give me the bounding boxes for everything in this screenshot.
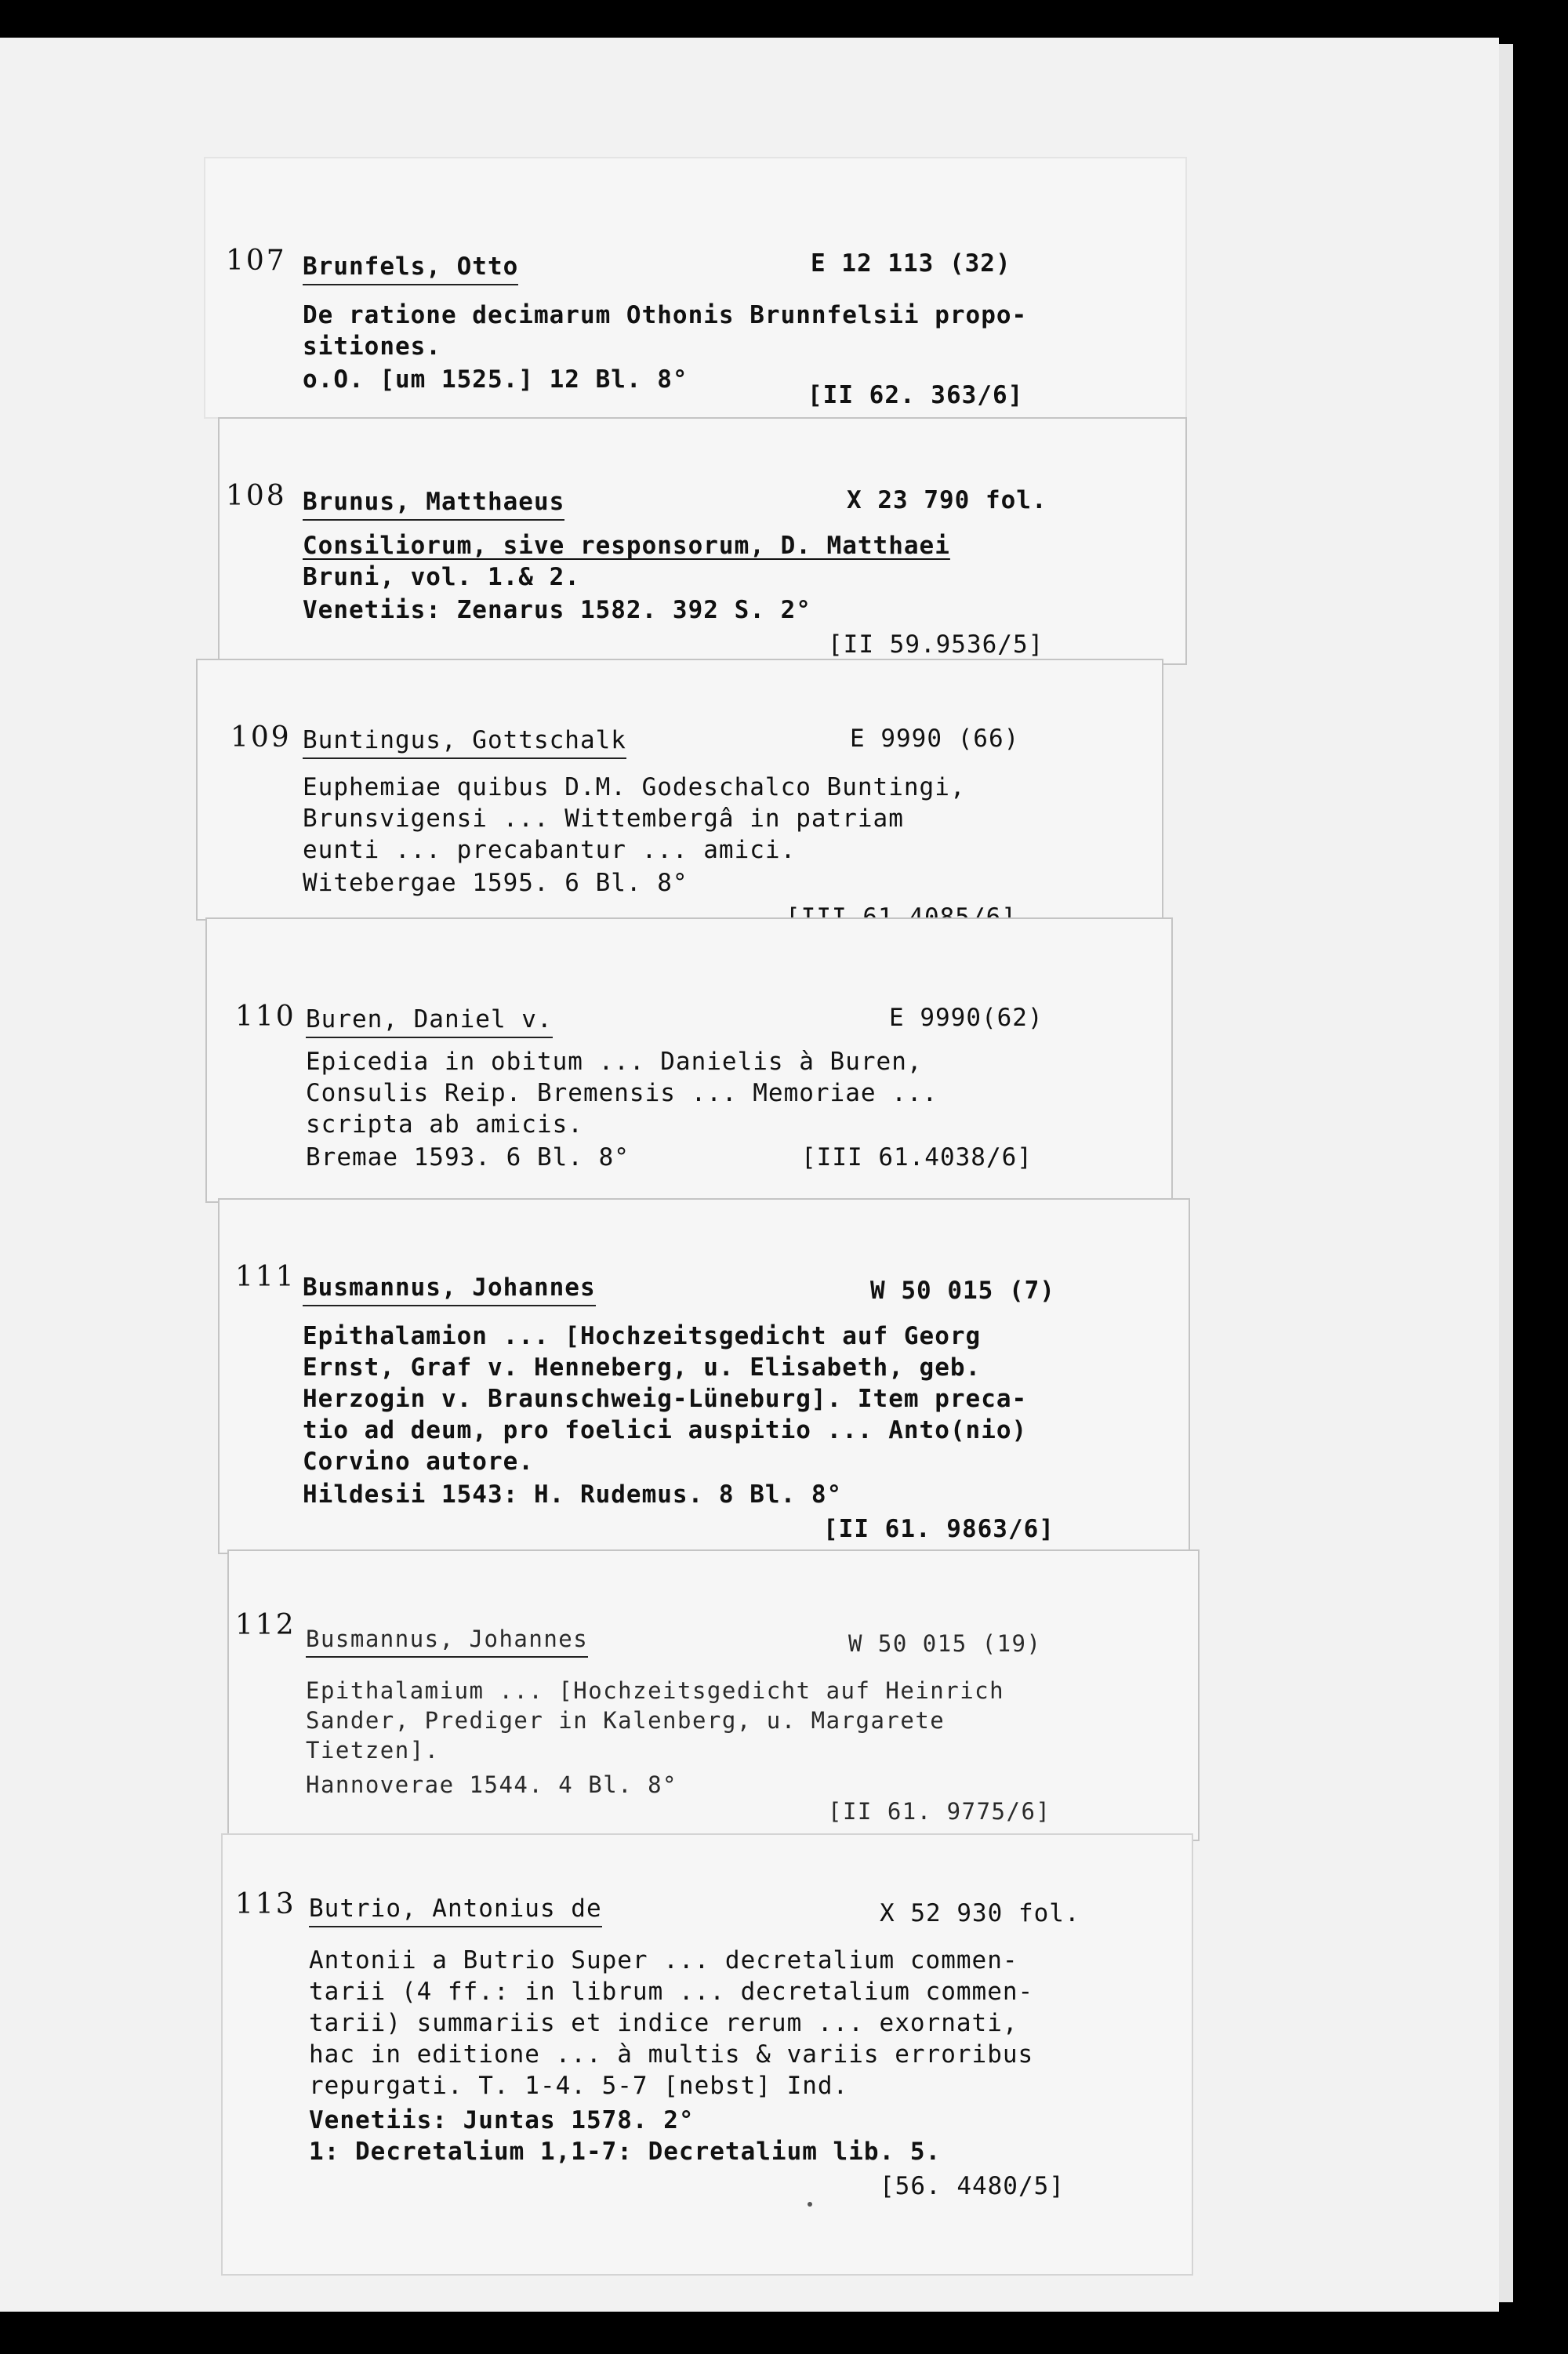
entry-signature: X 23 790 fol.	[847, 486, 1047, 514]
entry-title-line: repurgati. T. 1-4. 5-7 [nebst] Ind.	[309, 2072, 849, 2100]
entry-title-line: Epicedia in obitum ... Danielis à Buren,	[306, 1048, 923, 1076]
entry-note: 1: Decretalium 1,1-7: Decretalium lib. 5.	[309, 2138, 942, 2166]
entry-number: 107	[226, 245, 287, 277]
entry-imprint: Bremae 1593. 6 Bl. 8°	[306, 1143, 630, 1172]
entry-number: 108	[226, 480, 287, 512]
entry-signature: W 50 015 (19)	[848, 1630, 1042, 1657]
entry-imprint: Hildesii 1543: H. Rudemus. 8 Bl. 8°	[303, 1480, 843, 1509]
entry-imprint: Venetiis: Zenarus 1582. 392 S. 2°	[303, 596, 811, 624]
entry-number: 110	[235, 1001, 296, 1033]
entry-title-line: Bruni, vol. 1.& 2.	[303, 563, 580, 591]
entry-title-line: Ernst, Graf v. Henneberg, u. Elisabeth, geb.	[303, 1353, 982, 1382]
entry-title-line: Sander, Prediger in Kalenberg, u. Margarete	[306, 1707, 946, 1734]
entry-signature: E 12 113 (32)	[811, 249, 1011, 278]
entry-title-line: scripta ab amicis.	[306, 1110, 583, 1139]
entry-title-line: Euphemiae quibus D.M. Godeschalco Buntingi,	[303, 773, 966, 801]
entry-heading: Brunfels, Otto	[303, 251, 518, 285]
entry-imprint: Venetiis: Juntas 1578. 2°	[309, 2106, 695, 2134]
entry-shelfmark: [56. 4480/5]	[880, 2172, 1065, 2200]
entry-title-line: hac in editione ... à multis & variis erroribus	[309, 2040, 1034, 2069]
entry-imprint: Hannoverae 1544. 4 Bl. 8°	[306, 1771, 677, 1798]
entry-shelfmark: [II 59.9536/5]	[828, 630, 1044, 659]
entry-title-line: Epithalamium ... [Hochzeitsgedicht auf Heinrich	[306, 1677, 1005, 1704]
entry-title-line: Herzogin v. Braunschweig-Lüneburg]. Item preca-	[303, 1385, 1028, 1413]
entry-title-line: sitiones.	[303, 332, 441, 361]
entry-number: 112	[235, 1609, 296, 1641]
entry-title-line: Corvino autore.	[303, 1448, 534, 1476]
entry-title-line: Epithalamion ... [Hochzeitsgedicht auf Georg	[303, 1322, 982, 1350]
entry-title-line: De ratione decimarum Othonis Brunnfelsii propo-	[303, 301, 1028, 329]
entry-title-line: Brunsvigensi ... Wittembergâ in patriam	[303, 805, 904, 833]
entry-signature: E 9990 (66)	[850, 725, 1020, 753]
entry-signature: E 9990(62)	[889, 1004, 1044, 1032]
entry-imprint: o.O. [um 1525.] 12 Bl. 8°	[303, 365, 688, 394]
ink-speck	[808, 2202, 812, 2207]
entry-title-line: Consiliorum, sive responsorum, D. Matthaei	[303, 532, 950, 560]
entry-signature: W 50 015 (7)	[870, 1277, 1055, 1305]
entry-title-line: tarii (4 ff.: in librum ... decretalium commen-	[309, 1978, 1034, 2006]
entry-heading: Buntingus, Gottschalk	[303, 725, 626, 759]
entry-heading: Busmannus, Johannes	[306, 1623, 588, 1658]
entry-title-line: Tietzen].	[306, 1737, 440, 1764]
entry-heading: Brunus, Matthaeus	[303, 486, 564, 521]
entry-heading: Busmannus, Johannes	[303, 1272, 596, 1306]
entry-heading: Butrio, Antonius de	[309, 1893, 602, 1927]
entry-shelfmark: [II 61. 9775/6]	[828, 1798, 1051, 1825]
entry-title-line: Consulis Reip. Bremensis ... Memoriae ...	[306, 1079, 938, 1107]
entry-title-line: tarii) summariis et indice rerum ... exornati,	[309, 2009, 1018, 2037]
entry-shelfmark: [III 61.4038/6]	[801, 1143, 1033, 1172]
entry-imprint: Witebergae 1595. 6 Bl. 8°	[303, 869, 688, 897]
entry-title-line: tio ad deum, pro foelici auspitio ... Anto(nio)	[303, 1416, 1028, 1444]
entry-shelfmark: [II 62. 363/6]	[808, 381, 1024, 409]
entry-shelfmark: [II 61. 9863/6]	[823, 1515, 1054, 1543]
page-edge	[1499, 44, 1513, 2302]
entry-title-line: eunti ... precabantur ... amici.	[303, 836, 797, 864]
entry-heading: Buren, Daniel v.	[306, 1004, 553, 1038]
entry-number: 111	[235, 1261, 296, 1293]
entry-number: 113	[235, 1888, 296, 1920]
entry-number: 109	[230, 721, 292, 754]
entry-signature: X 52 930 fol.	[880, 1899, 1080, 1927]
entry-title-line: Antonii a Butrio Super ... decretalium commen-	[309, 1946, 1018, 1974]
